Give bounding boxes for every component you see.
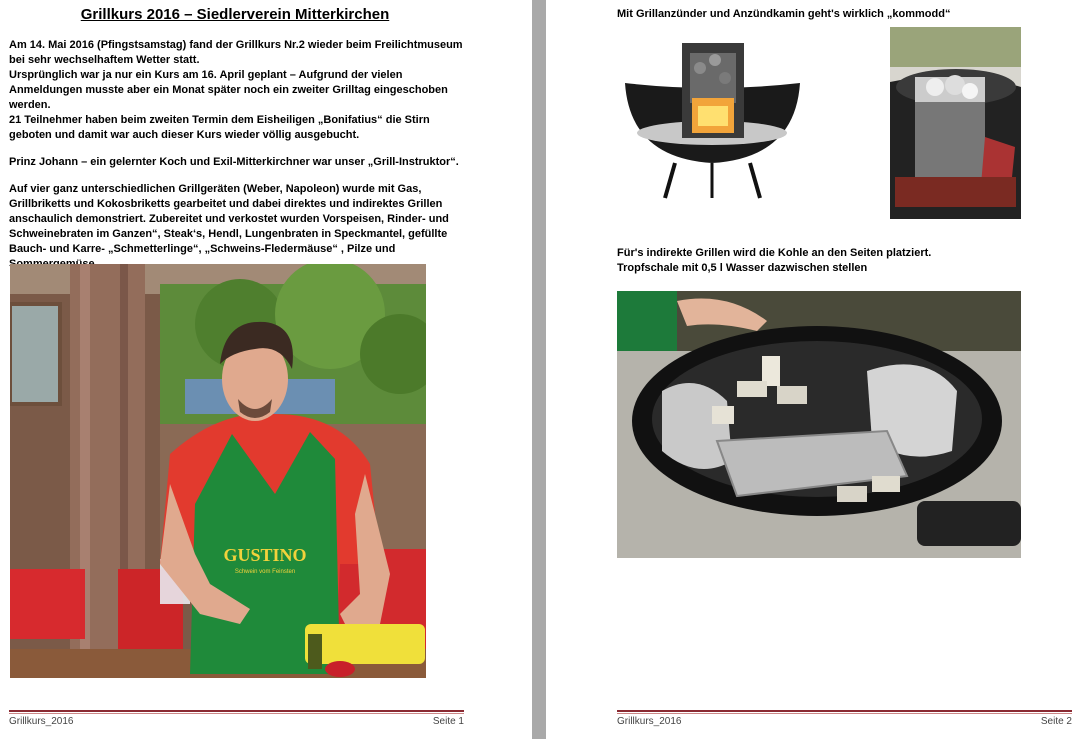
- kettle-grill-cutaway-illustration: [620, 38, 804, 200]
- footer-rule-thin: [617, 713, 1072, 714]
- indirect-grilling-photo: [617, 291, 1021, 558]
- caption-starter: Mit Grillanzünder und Anzündkamin geht's wirklich „kommodd“: [617, 8, 951, 20]
- starter-outdoor-photo: [890, 27, 1021, 219]
- footer-rule: [617, 710, 1072, 712]
- caption-indirect-line2: Tropfschale mit 0,5 l Wasser dazwischen stellen: [617, 262, 868, 274]
- apron-slogan-text: Schwein vom Feinsten: [234, 569, 296, 575]
- footer-rule-thin: [9, 713, 464, 714]
- chef-photo-illustration: [10, 264, 426, 678]
- document-page-2: [546, 0, 1087, 739]
- paragraph: Auf vier ganz unterschiedlichen Grillgeräten (Weber, Napoleon) wurde mit Gas, Grillbriketts und Kokosbriketts gearbeitet und dabei direktes und indirektes Grillen anschaulich demonstriert. Zubereitet und verkostet wurden Vorspeisen, Rinder- und Schweinebraten im Ganzen“, Steak‘s, Hendl, Lungenbraten in Speckmantel, gefüllte Bauch- und Karre- „Schmetterlinge“, „Schweins-Fledermäuse“ , Pilze und: [9, 183, 449, 255]
- apron-brand-text: GUSTINO: [223, 545, 307, 565]
- page-title: Grillkurs 2016 – Siedlerverein Mitterkirchen: [80, 6, 390, 23]
- article-body: [9, 38, 471, 284]
- caption-indirect-line1: Für's indirekte Grillen wird die Kohle an den Seiten platziert.: [617, 247, 932, 259]
- footer-page-number: Seite 1: [432, 716, 464, 727]
- footer-page-number: Seite 2: [1040, 716, 1072, 727]
- document-page-1: [0, 0, 532, 739]
- footer-rule: [9, 710, 464, 712]
- paragraph: Ursprünglich war ja nur ein Kurs am 16. April geplant – Aufgrund der vielen Anmeldungen musste aber ein Monat später noch ein zweiter Grilltag eingeschoben werden.: [9, 69, 448, 111]
- chimney-starter-photo: [620, 38, 804, 200]
- paragraph: Am 14. Mai 2016 (Pfingstsamstag) fand der Grillkurs Nr.2 wieder beim Freilichtmuseum bei sehr wechselhaftem Wetter statt.: [9, 39, 463, 66]
- footer-left-text: Grillkurs_2016: [617, 716, 682, 727]
- chef-photo: [10, 264, 426, 678]
- footer-left-text: Grillkurs_2016: [9, 716, 74, 727]
- indirect-grilling-illustration: [617, 291, 1021, 558]
- paragraph: 21 Teilnehmer haben beim zweiten Termin dem Eisheiligen „Bonifatius“ die Stirn geboten und damit war auch dieser Kurs wieder völlig ausgebucht.: [9, 114, 430, 141]
- outdoor-chimney-illustration: [890, 27, 1021, 219]
- paragraph: Prinz Johann – ein gelernter Koch und Exil-Mitterkirchner war unser „Grill-Instruktor“.: [9, 156, 459, 168]
